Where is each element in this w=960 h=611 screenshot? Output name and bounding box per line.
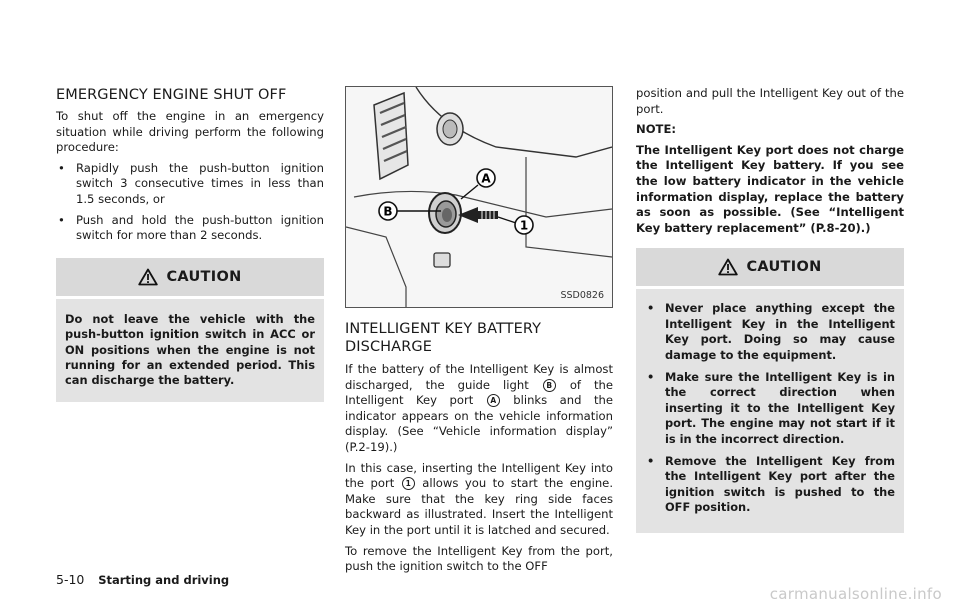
- callout-a-label: A: [481, 171, 491, 186]
- battery-discharge-p2: In this case, inserting the Intelligent Key into the port 1 allows you to start the engine. Make sure that the key ring side faces backward as illustrated. Insert the Intelligent Key in the port until it is latched and secured.: [345, 460, 614, 537]
- list-item: • Remove the Intelligent Key from the Intelligent Key port after the ignition switch is pushed to the OFF position.: [645, 454, 895, 516]
- caution-box: [56, 258, 324, 402]
- caution-title: CAUTION: [166, 268, 242, 285]
- caution-box: [636, 248, 904, 532]
- key-port-drawing: [346, 87, 612, 307]
- marker-a-icon: A: [487, 394, 500, 407]
- caution-header: [56, 258, 324, 299]
- caution-title: CAUTION: [746, 259, 822, 276]
- callout-b-label: B: [383, 204, 393, 219]
- warning-icon: [718, 258, 738, 276]
- emergency-shutoff-heading: EMERGENCY ENGINE SHUT OFF: [56, 87, 287, 103]
- watermark: carmanualsonline.info: [769, 585, 942, 603]
- battery-discharge-heading: INTELLIGENT KEY BATTERY DISCHARGE: [345, 321, 542, 355]
- emergency-shutoff-list: [56, 161, 324, 244]
- list-item: • Push and hold the push-button ignition switch for more than 2 seconds.: [56, 213, 324, 244]
- list-item: • Rapidly push the push-button ignition switch 3 consecutive times in less than 1.5 seconds, or: [56, 161, 324, 208]
- key-port-illustration: [345, 86, 613, 308]
- emergency-shutoff-intro: To shut off the engine in an emergency situation while driving perform the following procedure:: [56, 109, 324, 155]
- left-column: [56, 86, 324, 402]
- list-item: • Never place anything except the Intelligent Key in the Intelligent Key port. Doing so may cause damage to the equipment.: [645, 301, 895, 363]
- right-column: [636, 86, 904, 533]
- battery-discharge-p1: If the battery of the Intelligent Key is almost discharged, the guide light B of the Intelligent Key port A blinks and the indicator appears on the vehicle information display. (See “Vehicle information display” (P.2-19).): [345, 362, 614, 454]
- note-label: NOTE:: [636, 122, 677, 137]
- caution-body: [56, 299, 324, 402]
- section-title: Starting and driving: [98, 573, 230, 587]
- warning-icon: [138, 268, 158, 286]
- middle-column: [345, 86, 613, 580]
- marker-b-icon: B: [543, 379, 556, 392]
- list-item: • Make sure the Intelligent Key is in the correct direction when inserting it to the Intelligent Key port. The engine may not start if it is in the incorrect direction.: [645, 370, 895, 447]
- caution-body: [636, 289, 904, 532]
- page-number: 5-10: [56, 572, 85, 587]
- caution-text: Do not leave the vehicle with the push-button ignition switch in ACC or ON positions when the engine is not running for an extended period. This can discharge the battery.: [65, 311, 315, 388]
- page-footer: [56, 572, 229, 587]
- removal-continued: position and pull the Intelligent Key out of the port.: [636, 86, 904, 116]
- battery-discharge-p3: To remove the Intelligent Key from the port, push the ignition switch to the OFF: [345, 543, 613, 574]
- caution-header: [636, 248, 904, 289]
- caution-list: [645, 301, 895, 515]
- marker-1-icon: 1: [402, 477, 415, 490]
- figure-code: SSD0826: [560, 290, 604, 301]
- note-text: The Intelligent Key port does not charge the Intelligent Key battery. If you see the low battery indicator in the vehicle information display, replace the battery as soon as possible. (See “Intelligent Key battery replacement” (P.8-20).): [636, 142, 904, 235]
- callout-1-label: 1: [519, 218, 529, 233]
